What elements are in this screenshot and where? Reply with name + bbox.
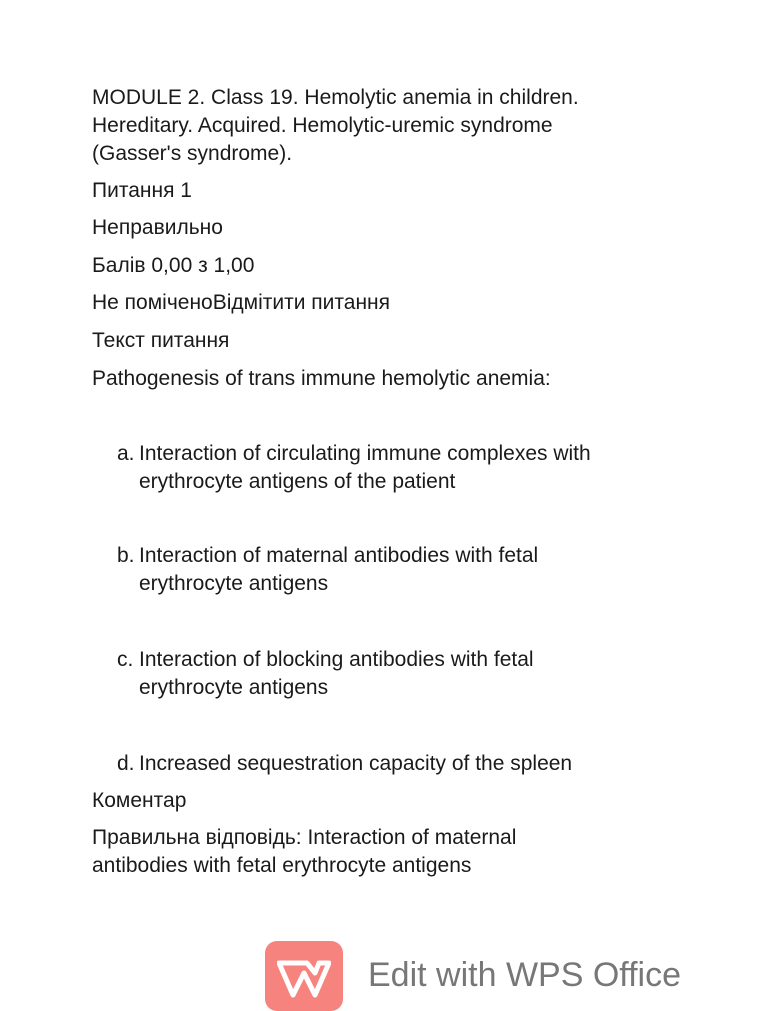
option-label: c. (117, 648, 134, 671)
flag-question-link[interactable]: Не поміченоВідмітити питання (92, 291, 391, 314)
correct-answer-line: antibodies with fetal erythrocyte antigens (92, 854, 472, 877)
option-label: a. (117, 442, 135, 465)
question-score: Балів 0,00 з 1,00 (92, 254, 255, 277)
option-label: b. (117, 544, 135, 567)
question-status: Неправильно (92, 216, 223, 239)
option-text: Interaction of circulating immune complexes with erythrocyte antigens of the patient (139, 442, 591, 493)
wps-watermark-text: Edit with WPS Office (368, 956, 682, 994)
option-text: Interaction of maternal antibodies with fetal erythrocyte antigens (139, 544, 539, 595)
question-number: Питання 1 (92, 179, 192, 202)
wps-logo-icon (265, 941, 343, 1011)
question-text: Pathogenesis of trans immune hemolytic anemia: (92, 367, 551, 390)
correct-answer-line: Правильна відповідь: Interaction of maternal (92, 826, 517, 849)
title-line: Hereditary. Acquired. Hemolytic-uremic syndrome (92, 114, 553, 137)
option-label: d. (117, 752, 135, 775)
comment-label: Коментар (92, 789, 187, 812)
question-text-label: Текст питання (92, 329, 230, 352)
title-line: MODULE 2. Class 19. Hemolytic anemia in children. (92, 86, 579, 109)
option-text: Increased sequestration capacity of the spleen (139, 752, 573, 775)
title-line: (Gasser's syndrome). (92, 142, 293, 165)
option-text: Interaction of blocking antibodies with fetal erythrocyte antigens (139, 648, 534, 699)
